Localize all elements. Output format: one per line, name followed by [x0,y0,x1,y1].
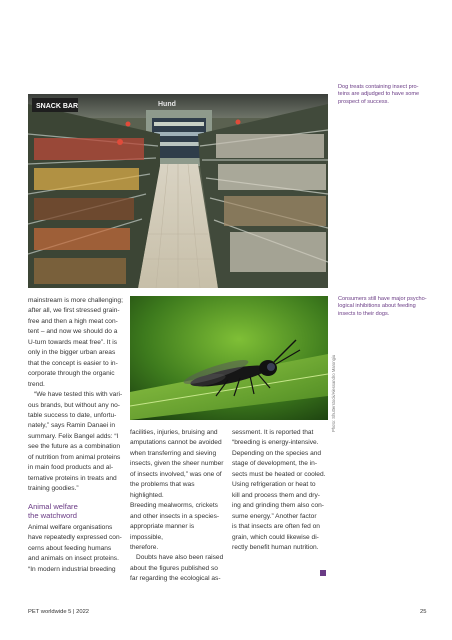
body-line: insects, given the sheer number [130,460,224,468]
body-line: nately,” says Ramin Danaei in [28,422,116,430]
footer-publication: PET worldwide 5 | 2022 [28,609,90,615]
caption-top-line: prospect of success. [338,98,389,105]
text-column-1-continued [28,523,123,575]
caption-middle-line: logical inhibitions about feeding [338,303,416,310]
body-line: amputations cannot be avoided [130,439,222,447]
body-line: sessment. It is reported that [232,429,314,436]
caption-top-line: Dog treats containing insect pro- [338,84,419,90]
text-column-1 [28,296,123,495]
body-line: summary. Felix Bangel adds: “I [28,432,119,440]
body-line: Animal welfare organisations [28,524,113,531]
text-column-2 [130,428,226,585]
body-line: free and then a high meat con- [28,317,118,325]
body-line: and animals on insect proteins. [28,555,119,563]
caption-middle-line: insects to their dogs. [338,310,390,317]
body-line: Breeding mealworms, crickets [130,502,218,510]
supermarket-aisle-image [28,94,328,288]
body-line: corporate through the organic [28,370,115,378]
body-line: rectly benefit human nutrition. [232,543,319,551]
insect-photo [130,296,328,420]
body-line: grain, which could likewise di- [232,533,319,541]
body-line: is that insects are often fed on [232,523,320,531]
body-line: tent – and now we should do a [28,328,118,336]
caption-middle-line: Consumers still have major psycho- [338,296,427,302]
body-line: cerns about feeding humans [28,544,112,552]
body-line: trend. [28,380,45,388]
photo-credit: Photo: Shutterstock/Alessandro Marongiu [331,354,336,432]
body-line: therefore. [130,543,159,551]
body-line: far regarding the ecological as- [130,575,221,583]
body-line: only in the bigger urban areas [28,349,116,357]
body-line: table success to date, unfortu- [28,411,117,419]
body-line: in main food products and al- [28,464,114,472]
body-line: the problems that was highlighted. [130,481,195,499]
caption-top [338,84,438,106]
body-line: stage of development, the in- [232,460,318,468]
black-soldier-fly-image [130,296,328,420]
body-line: of nutrition from animal proteins [28,453,121,461]
body-line: see the future as a combination [28,443,121,451]
body-line: Depending on the species and [232,449,322,457]
body-line: facilities, injuries, bruising and [130,429,218,436]
body-line: and other insects in a species- [130,512,220,520]
body-line: kill and process them and dry- [232,491,320,499]
body-line: about the figures published so [130,564,218,572]
body-line: “We have tested this with vari- [34,391,123,399]
body-line: Doubts have also been raised [136,554,224,562]
page-number: 25 [420,609,427,615]
body-line: training goodies.” [28,485,79,493]
body-line: “In modern industrial breeding [28,565,116,573]
body-line: that the concept is easier to in- [28,359,118,367]
body-line: ing and grinding them also con- [232,502,325,510]
body-line: ternative proteins in treats and [28,474,117,482]
body-line: after all, we first stressed grain- [28,307,120,315]
text-column-3 [232,428,328,553]
caption-middle [338,296,438,318]
body-line: of insects involved,” was one of [130,470,222,478]
body-line: mainstream is more challenging; [28,297,123,304]
end-mark [320,570,326,576]
section-heading-line: Animal welfare [28,502,78,511]
body-line: “breeding is energy-intensive. [232,439,319,447]
caption-top-line: teins are adjudged to have some [338,91,420,98]
body-line: sects must be heated or cooled. [232,470,326,478]
body-line: U-turn towards meat free”. It is [28,338,118,346]
body-line: Using refrigeration or heat to [232,481,316,489]
body-line: ous brands, but without any no- [28,401,121,409]
section-heading-line: the watchword [28,511,77,521]
section-heading [28,502,123,521]
store-sign: SNACK BAR [36,103,78,110]
store-sign-2: Hund [158,101,176,108]
body-line: when transferring and sieving [130,449,217,457]
body-line: have repeatedly expressed con- [28,534,122,542]
body-line: sume energy.” Another factor [232,512,317,520]
supermarket-aisle-photo [28,94,328,288]
body-line: appropriate manner is impossible, [130,523,195,541]
